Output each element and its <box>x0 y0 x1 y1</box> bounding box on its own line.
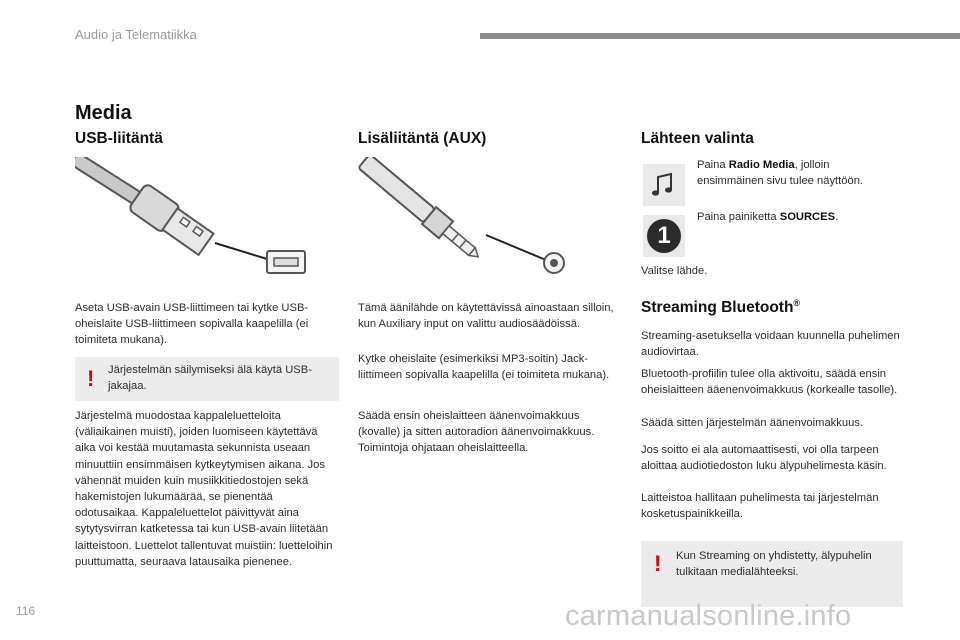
page-number: 116 <box>16 604 36 618</box>
bluetooth-paragraph-1: Streaming-asetuksella voidaan kuunnella puhelimen audiovirtaa. <box>641 330 900 359</box>
aux-paragraph-3: Säädä ensin oheislaitteen äänenvoimakkuus (kovalle) ja sitten autoradion äänenvoimakkuus. Toimintoja ohjataan oheislaitteella. <box>358 410 595 455</box>
header-bar <box>480 33 960 39</box>
step-number-badge <box>643 215 685 257</box>
bluetooth-title: Streaming Bluetooth® <box>641 298 801 317</box>
watermark: carmanualsonline.info <box>565 600 852 632</box>
bluetooth-paragraph-3b: Laitteistoa hallitaan puhelimesta tai järjestelmän kosketuspainikkeilla. <box>641 492 879 521</box>
bluetooth-paragraph-2a: Bluetooth-profiilin tulee olla aktivoitu, säädä ensin oheislaitteen ääenenvoimakkuus (korkealle tasolle). <box>641 368 898 397</box>
bluetooth-warning-text: Kun Streaming on yhdistetty, älypuhelin tulkitaan medialähteeksi. <box>676 550 872 579</box>
radio-media-label: Radio Media <box>728 159 795 171</box>
section-title: Media <box>75 102 132 124</box>
bluetooth-paragraph-2b: Säädä sitten järjestelmän äänenvoimakkuus. <box>641 417 864 429</box>
jack-plug-illustration <box>358 157 578 277</box>
source-step-2: Paina painiketta SOURCES. <box>697 211 839 223</box>
exclamation-icon: ! <box>654 551 662 576</box>
usb-title: USB-liitäntä <box>75 130 163 147</box>
music-note-icon <box>643 164 685 206</box>
step-number: 1 <box>657 222 671 249</box>
exclamation-icon: ! <box>87 366 95 391</box>
source-step-1: Paina Radio Media, jolloin ensimmäinen sivu tulee näyttöön. <box>697 159 864 188</box>
usb-intro: Aseta USB-avain USB-liittimeen tai kytke USB-oheislaite USB-liittimeen sopivalla kaapelilla (ei toimiteta mukana). <box>75 302 309 347</box>
source-title: Lähteen valinta <box>641 130 754 147</box>
usb-body: Järjestelmä muodostaa kappaleluetteloita (väliaikainen muisti), joiden luomiseen käytettävä aika voi kestää muutamasta sekunnista useaan minuuttiin ensimmäisen kytkeytymisen aikana. Jos vähennät muiden kuin musiikkitiedostojen sekä hakemistojen lukumäärää, se pienentää odotusaikaa. Kappaleluettelot päivittyvät aina sytytysvirran katketessa tai kun USB-avain liitetään laitteistoon. Luettelot tallentuvat muistiin: luetteloihin puuttumatta, seuraava latausaika pienenee. <box>75 410 333 568</box>
bluetooth-paragraph-3a: Jos soitto ei ala automaattisesti, voi olla tarpeen aloittaa audiotiedoston luku älypuhelimesta käsin. <box>641 444 887 473</box>
usb-warning-text: Järjestelmän säilymiseksi älä käytä USB-jakajaa. <box>108 364 312 393</box>
aux-paragraph-2: Kytke oheislaite (esimerkiksi MP3-soitin) Jack-liittimeen sopivalla kaapelilla (ei toimiteta mukana). <box>358 353 610 382</box>
header-title: Audio ja Telematiikka <box>75 27 197 42</box>
aux-paragraph-1: Tämä äänilähde on käytettävissä ainoastaan silloin, kun Auxiliary input on valittu audiosäädöissä. <box>358 302 614 331</box>
usb-plug-illustration <box>75 157 315 282</box>
aux-title: Lisäliitäntä (AUX) <box>358 130 487 147</box>
bluetooth-warning-box <box>641 541 903 607</box>
sources-label: SOURCES <box>779 211 836 223</box>
usb-warning-box <box>75 357 339 401</box>
source-select: Valitse lähde. <box>641 265 708 277</box>
